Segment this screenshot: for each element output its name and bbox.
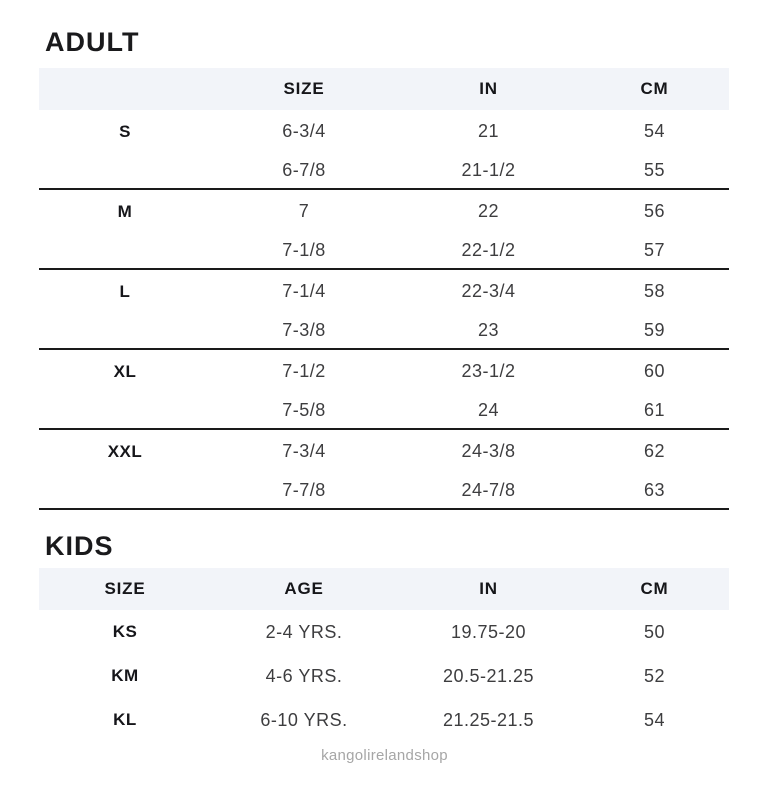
table-row — [39, 151, 729, 190]
table-row — [39, 471, 729, 510]
adult-col-header-size: SIZE — [283, 79, 325, 98]
table-row — [39, 311, 729, 350]
cell-cm: 61 — [643, 400, 666, 420]
cell-in: 24-7/8 — [461, 480, 516, 500]
cell-size: 7-7/8 — [282, 480, 326, 500]
table-row — [39, 231, 729, 270]
cell-cm: 52 — [643, 665, 666, 686]
cell-cm: 60 — [643, 361, 666, 381]
adult-group-l — [39, 270, 729, 350]
cell-cm: 55 — [643, 160, 666, 180]
kids-row-kl — [39, 698, 729, 742]
kids-table-header-row — [39, 568, 729, 610]
cell-cm: 50 — [643, 621, 666, 642]
size-label: KS — [112, 622, 138, 641]
kids-col-header-in: IN — [479, 579, 498, 598]
cell-in: 22 — [477, 201, 500, 221]
cell-cm: 54 — [643, 121, 666, 141]
watermark-text: kangolirelandshop — [321, 747, 448, 764]
kids-col-header-age: AGE — [284, 579, 324, 598]
cell-size: 6-7/8 — [282, 160, 326, 180]
size-label: KL — [113, 710, 137, 729]
kids-section-title: KIDS — [45, 531, 114, 561]
cell-in: 23-1/2 — [461, 361, 516, 381]
adult-col-header-in: IN — [479, 79, 498, 98]
size-label: M — [117, 201, 133, 221]
cell-cm: 63 — [643, 480, 666, 500]
kids-row-km — [39, 654, 729, 698]
kids-col-header-size: SIZE — [104, 579, 146, 598]
table-row — [39, 391, 729, 430]
table-row — [39, 112, 729, 151]
size-chart-page — [0, 28, 769, 797]
cell-cm: 58 — [643, 281, 666, 301]
cell-size: 7-3/8 — [282, 320, 326, 340]
cell-age: 2-4 YRS. — [265, 621, 343, 642]
cell-cm: 54 — [643, 709, 666, 730]
size-label: XL — [113, 361, 137, 381]
adult-col-header-cm: CM — [640, 79, 669, 98]
cell-in: 23 — [477, 320, 500, 340]
table-row — [39, 272, 729, 311]
adult-section-title: ADULT — [45, 27, 140, 57]
kids-col-header-cm: CM — [640, 579, 669, 598]
cell-size: 7 — [298, 201, 310, 221]
cell-size: 7-1/8 — [282, 240, 326, 260]
size-label: L — [119, 281, 131, 301]
size-label: KM — [111, 666, 139, 685]
kids-size-table — [39, 568, 729, 742]
cell-in: 24-3/8 — [461, 441, 516, 461]
cell-size: 6-3/4 — [282, 121, 326, 141]
table-row — [39, 352, 729, 391]
cell-age: 6-10 YRS. — [260, 709, 348, 730]
table-row — [39, 432, 729, 471]
adult-group-s — [39, 110, 729, 190]
cell-in: 21 — [477, 121, 500, 141]
cell-age: 4-6 YRS. — [265, 665, 343, 686]
cell-in: 20.5-21.25 — [442, 665, 535, 686]
cell-size: 7-1/2 — [282, 361, 326, 381]
adult-table-header-row — [39, 68, 729, 110]
cell-cm: 56 — [643, 201, 666, 221]
cell-in: 21-1/2 — [461, 160, 516, 180]
cell-in: 22-1/2 — [461, 240, 516, 260]
cell-size: 7-1/4 — [282, 281, 326, 301]
size-label: S — [119, 121, 131, 141]
size-label: XXL — [107, 441, 143, 461]
cell-size: 7-5/8 — [282, 400, 326, 420]
adult-group-m — [39, 190, 729, 270]
cell-size: 7-3/4 — [282, 441, 326, 461]
adult-group-xl — [39, 350, 729, 430]
cell-in: 21.25-21.5 — [442, 709, 535, 730]
cell-in: 24 — [477, 400, 500, 420]
kids-row-ks — [39, 610, 729, 654]
cell-cm: 59 — [643, 320, 666, 340]
adult-group-xxl — [39, 430, 729, 510]
cell-cm: 57 — [643, 240, 666, 260]
table-row — [39, 192, 729, 231]
adult-size-table — [39, 68, 729, 510]
cell-in: 22-3/4 — [461, 281, 516, 301]
cell-in: 19.75-20 — [450, 621, 527, 642]
cell-cm: 62 — [643, 441, 666, 461]
